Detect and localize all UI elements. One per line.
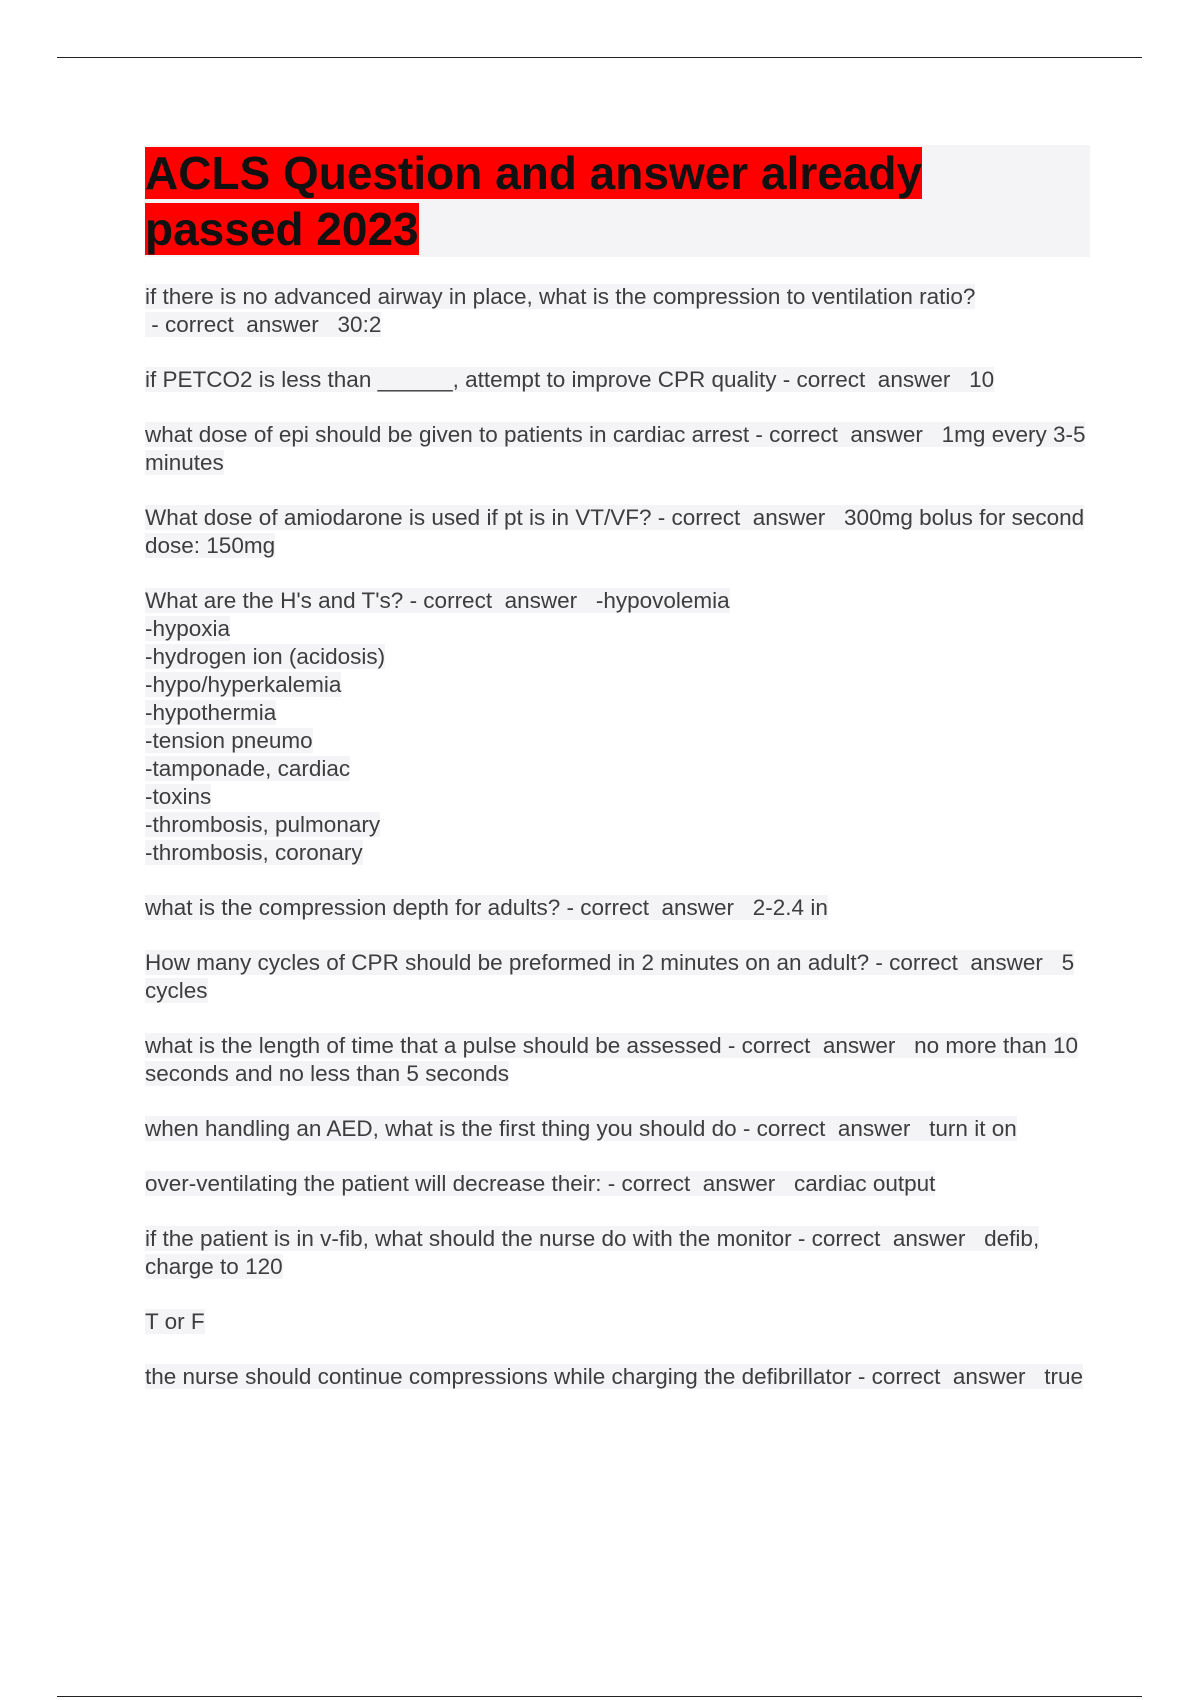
qa-text [145,367,994,392]
answer-text: 300mg bolus for second dose: 150mg [145,505,1085,558]
answer-list-line [145,643,1090,671]
qa-main-line [145,1032,1090,1088]
qa-item [145,421,1090,477]
qa-main-line [145,421,1090,477]
qa-item [145,949,1090,1005]
qa-main-line [145,1115,1090,1143]
answer-separator: - correct answer [749,422,942,447]
qa-text [145,422,1085,475]
bottom-rule [57,1696,1142,1697]
question-text: How many cycles of CPR should be preformed in 2 minutes on an adult? [145,950,870,975]
document-body [145,145,1090,1418]
answer-text: cardiac output [794,1171,936,1196]
qa-item [145,504,1090,560]
answer-list-line [145,755,1090,783]
qa-item [145,1225,1090,1281]
answer-separator: - correct answer [869,950,1062,975]
qa-text [145,588,730,613]
qa-item [145,587,1090,867]
qa-main-line [145,504,1090,560]
answer-separator: - correct answer [791,1226,985,1251]
qa-main-line [145,949,1090,1005]
answer-list-line [145,783,1090,811]
top-rule [57,57,1142,58]
question-text: What are the H's and T's? [145,588,404,613]
document-title [145,145,1090,257]
qa-item [145,1170,1090,1198]
qa-item [145,1363,1090,1391]
qa-main-line [145,283,1090,339]
answer-text: 2-2.4 in [752,895,828,920]
question-text: what dose of epi should be given to patients in cardiac arrest [145,422,750,447]
answer-list-item: -hydrogen ion (acidosis) [145,644,386,669]
question-text: if the patient is in v-fib, what should the nurse do with the monitor [145,1226,792,1251]
answer-text: 1mg every 3-5 minutes [145,422,1086,475]
answer-separator: - correct answer [851,1364,1045,1389]
qa-main-line [145,1225,1090,1281]
answer-list-item: -hypo/hyperkalemia [145,672,342,697]
answer-text: 10 [969,367,995,392]
answer-text: 5 cycles [145,950,1075,1003]
answer-text: defib, charge to 120 [145,1226,1040,1279]
question-text: if PETCO2 is less than ______, attempt to improve CPR quality [145,367,777,392]
answer-list-item: -hypoxia [145,616,231,641]
answer-separator: - correct answer [776,367,970,392]
answer-list-item: -thrombosis, pulmonary [145,812,381,837]
qa-text [145,284,975,337]
qa-text [145,950,1074,1003]
qa-main-line [145,1363,1090,1391]
qa-text [145,1364,1083,1389]
question-text: what is the length of time that a pulse should be assessed [145,1033,722,1058]
question-text: the nurse should continue compressions while charging the defibrillator [145,1364,852,1389]
answer-list-line [145,727,1090,755]
question-text: over-ventilating the patient will decrease their: [145,1171,602,1196]
question-text: What dose of amiodarone is used if pt is in VT/VF? [145,505,652,530]
answer-text: 30:2 [337,312,382,337]
qa-text [145,1171,935,1196]
qa-text [145,505,1084,558]
qa-main-line [145,1170,1090,1198]
answer-separator: - correct answer [721,1033,915,1058]
qa-item [145,894,1090,922]
qa-text [145,1116,1017,1141]
qa-item [145,366,1090,394]
answer-separator: - correct answer [736,1116,930,1141]
question-text: if there is no advanced airway in place, what is the compression to ventilation ratio? [145,284,976,309]
answer-list-line [145,839,1090,867]
qa-main-line [145,894,1090,922]
answer-separator: - correct answer [560,895,753,920]
qa-list [145,283,1090,1391]
answer-separator: - correct answer [403,588,596,613]
question-text: T or F [145,1309,205,1334]
answer-list-line [145,811,1090,839]
answer-text: true [1044,1364,1083,1389]
qa-item [145,1115,1090,1143]
answer-list-line [145,615,1090,643]
question-text: what is the compression depth for adults? [145,895,561,920]
qa-text [145,895,828,920]
answer-list-item: -thrombosis, coronary [145,840,363,865]
answer-list-line [145,671,1090,699]
answer-list-item: -tension pneumo [145,728,313,753]
qa-item [145,1032,1090,1088]
answer-list-line [145,699,1090,727]
answer-list-item: -hypothermia [145,700,277,725]
answer-list-item: -tamponade, cardiac [145,756,351,781]
answer-text: no more than 10 seconds and no less than 5 seconds [145,1033,1079,1086]
qa-text [145,1033,1078,1086]
qa-item [145,1308,1090,1336]
answer-list-item: -toxins [145,784,212,809]
qa-item [145,283,1090,339]
title-block [145,145,1090,257]
qa-main-line [145,587,1090,615]
qa-text [145,1226,1039,1279]
qa-text [145,1309,205,1334]
answer-separator: - correct answer [651,505,845,530]
answer-text: turn it on [929,1116,1017,1141]
answer-separator: - correct answer [601,1171,795,1196]
qa-main-line [145,1308,1090,1336]
question-text: when handling an AED, what is the first thing you should do [145,1116,737,1141]
qa-main-line [145,366,1090,394]
answer-separator: - correct answer [145,312,338,337]
title-text: ACLS Question and answer already passed 2023 [145,147,923,255]
answer-text: -hypovolemia [595,588,730,613]
